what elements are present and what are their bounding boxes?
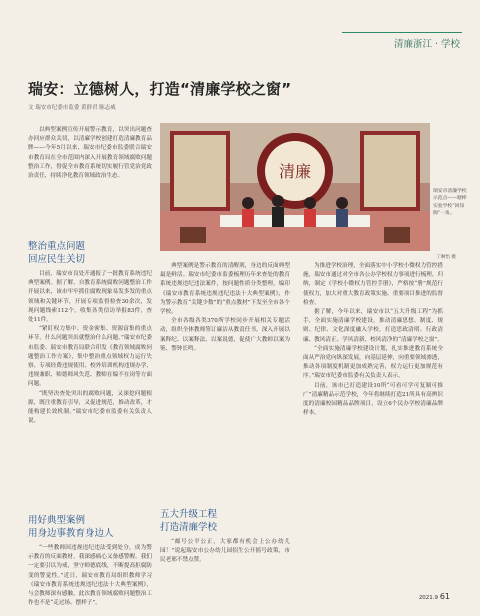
section3-heading bbox=[160, 508, 217, 534]
section3-body-start bbox=[160, 538, 290, 566]
page-footer bbox=[419, 592, 450, 601]
section3-title-line1: 五大升级工程 bbox=[160, 509, 218, 520]
article-title: 瑞安：立德树人，打造“清廉学校之窗” bbox=[28, 80, 292, 98]
section2-paragraph: 全市各级各类370所学校同步开展相关专题活动，组织全体教师签订廉洁从教责任书，深入开展以案释纪、以案释法、以案说德，促使广大教师以案为鉴、警钟长鸣。 bbox=[160, 318, 290, 352]
section1-paragraph: 目前，瑞安市良处开通报了一批教育系统违纪典型案例。据了解，自教育系统腐败问题整治工作开展以来，该市牢牢抓住腐败现象易发多发的重点领域和关键环节，开展专项监督检查30余次，发现问题线索112个，收集各类信访举报83件，查处11件。 bbox=[28, 271, 152, 324]
section1-title-line2: 回应民生关切 bbox=[28, 254, 86, 265]
section3-paragraph: 为推进学校治理，全面落实中小学校小微权力管控措施，瑞安市通过对全市各公办学校权力事项进行梳理、归纳，制定《学校小微权力管控手册》，严格按“册”规范行使权力，加大对重大教育政策实施、重要项目推进的监督检查。 bbox=[303, 263, 443, 306]
issue-date: 2021.9 bbox=[418, 595, 439, 601]
classroom-illustration bbox=[160, 123, 430, 251]
section3-paragraph: “邮号公平公正，大家都有机会上公办幼儿园！”说起瑞安市公办幼儿园招生公开摇号政策，市民老邢不禁点赞。 bbox=[160, 539, 290, 564]
column2-body bbox=[160, 262, 290, 354]
library-photo bbox=[160, 123, 430, 251]
section3-paragraph: 据了解，今年以来，瑞安市以“五大升级工程”为抓手，全面实施清廉学校建设，推动清廉思想、制度、规则、纪律、文化深度融入学校，打造思政清明、行政清廉、教风清正、学风清新、校风清净的“清廉学校之窗”。 bbox=[303, 309, 443, 343]
intro-text: 以典型案例宣传开展警示教育，以突出问题查办回应群众关切，以清廉学校创建打造清廉教育品牌——今年5月以来，瑞安市纪委市监委联合瑞安市教育局在全市范围内深入开展教育领域腐败问题整治工作，督促全市教育系统切实履行管党治党政治责任，持续净化教育领域政治生态。 bbox=[28, 127, 152, 180]
section1-paragraph: “紧盯权力集中、资金密集、资源富集的重点环节，什么问题突出就整治什么问题。”瑞安市纪委市监委、瑞安市教育局联合印发《教育领域腐败问题整治工作方案》，集中整治重点领域权力运行失察、专项经费违规使用、校外培训机构违规办学、违规兼职、师德师风失范、教师在编不在岗等方面问题。 bbox=[28, 326, 152, 388]
photo-caption: 瑞安市清廉学校示范点——塘桦实验学校“回知阁”一角。 bbox=[433, 189, 467, 217]
section2-title-line2: 用身边事教育身边人 bbox=[28, 528, 114, 539]
section3-title-line2: 打造清廉学校 bbox=[160, 522, 218, 533]
section1-title-line1: 整治重点问题 bbox=[28, 241, 86, 252]
section3-paragraph: “全面实施清廉学校建设计划，扎实推进教育系统全面从严治党向纵深发展，向基层延伸，向重要领域渗透，推动各项制度机制更加成熟完善，权力运行更加规范有序。”瑞安市纪委市监委有关负责人表示。 bbox=[303, 345, 443, 380]
section-tag: 清廉浙江 · 学校 bbox=[393, 39, 460, 50]
wall-calligraphy: 清廉 bbox=[278, 162, 312, 181]
section2-paragraph: “一些教师因违规违纪违法受到处分，成为警示教育的反面教材，我深感痛心又备感警醒。我们一定要引以为戒，坚守师德底线，不断提高拒腐防变的警觉性。”近日，瑞安市教育局组织教师学习《瑞安市教育系统违规违纪违法十大典型案例》，与会教师深有感触。此次教育领域腐败问题整治工作也不是“走过场、摆样子”。 bbox=[28, 545, 152, 607]
section2-paragraph: 典型案例是警示教育的清醒剂，身边的反面典型最是鲜活。瑞安市纪委市监委梳理历年来查处的教育系统违规违纪违法案件，按问题性质分类整理，编印《瑞安市教育系统违规违纪违法十大典型案例》，作为警示教育“关键少数”的“重点教材”下发至全市各个学校。 bbox=[160, 263, 290, 316]
section-rule bbox=[342, 32, 462, 33]
section3-paragraph: 目前，该市已打造建设10所“可看可学可复制可推广”清廉精品示范学校，今年将继续打造21所具有高辨识度的清廉校园精品品牌项目，设立6个民办学校清廉品牌样本。 bbox=[303, 382, 443, 417]
byline: 文 瑞安市纪委市监委 黄群君 陈志威 bbox=[28, 105, 116, 111]
page-number: 61 bbox=[439, 592, 450, 601]
column3-body bbox=[303, 262, 443, 418]
intro-paragraph bbox=[28, 126, 152, 181]
section2-heading bbox=[28, 514, 114, 540]
section1-paragraph: “既坚决查处突出的腐败问题，又深挖问题根源，既注重教育引导，又促进规范，推动改革，才能构建长效机制。”瑞安市纪委市监委有关负责人说。 bbox=[28, 390, 152, 425]
section2-title-line1: 用好典型案例 bbox=[28, 515, 86, 526]
photo-credit: 丁琳怡 摄 bbox=[436, 255, 456, 260]
section1-heading bbox=[28, 240, 85, 266]
section2-body-start bbox=[28, 544, 152, 607]
section1-body bbox=[28, 270, 152, 426]
